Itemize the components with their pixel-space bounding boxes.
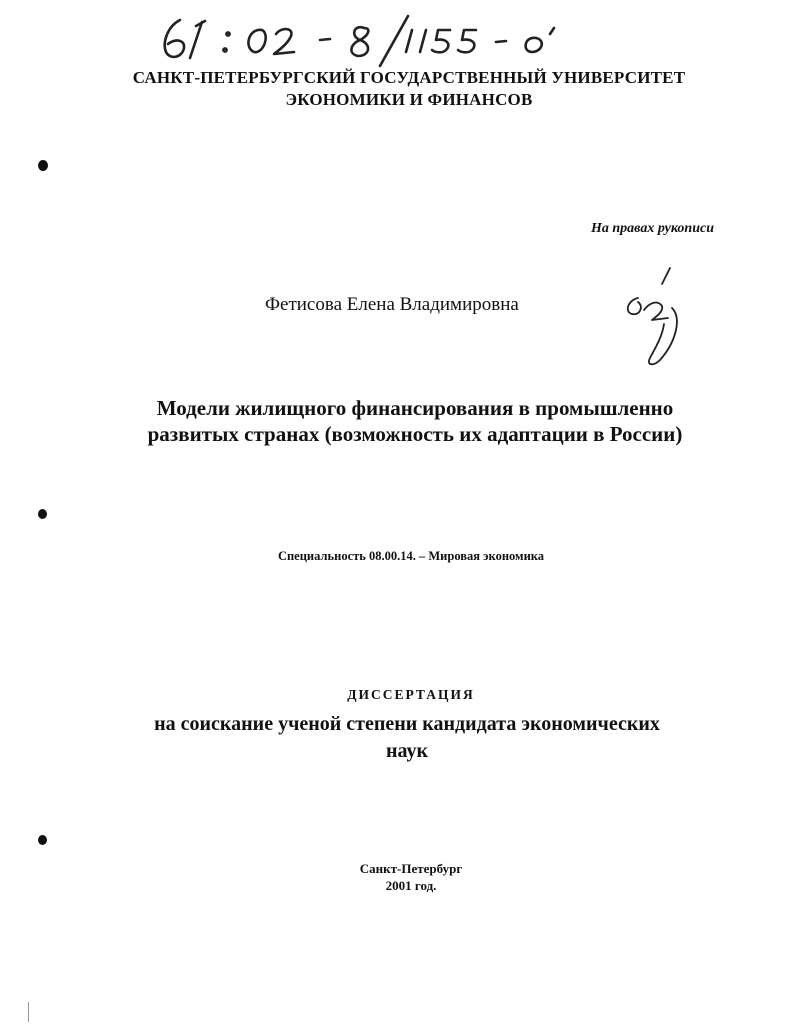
author-name: Фетисова Елена Владимировна [265, 294, 519, 315]
year: 2001 год. [385, 878, 437, 893]
degree-line2: наук [385, 740, 429, 762]
scan-edge-mark [28, 1002, 29, 1022]
scan-hole-mark [38, 835, 47, 845]
scan-hole-mark [38, 509, 47, 519]
university-name-line2: ЭКОНОМИКИ И ФИНАНСОВ [285, 90, 533, 109]
city: Санкт-Петербург [359, 861, 463, 876]
scan-hole-mark [38, 160, 48, 171]
degree-line1: на соискание ученой степени кандидата экономических [154, 713, 660, 735]
specialty-line: Специальность 08.00.14. – Мировая экономика [277, 549, 545, 563]
author-signature [610, 262, 690, 372]
handwritten-archive-number [150, 8, 570, 68]
dissertation-title-line1: Модели жилищного финансирования в промышленно [156, 396, 674, 420]
dissertation-label: ДИССЕРТАЦИЯ [347, 687, 475, 702]
university-name-line1: САНКТ-ПЕТЕРБУРГСКИЙ ГОСУДАРСТВЕННЫЙ УНИВЕРСИТЕТ [132, 68, 686, 87]
manuscript-rights-note: На правах рукописи [591, 221, 714, 236]
dissertation-title-line2: развитых странах (возможность их адаптации в России) [147, 422, 683, 446]
